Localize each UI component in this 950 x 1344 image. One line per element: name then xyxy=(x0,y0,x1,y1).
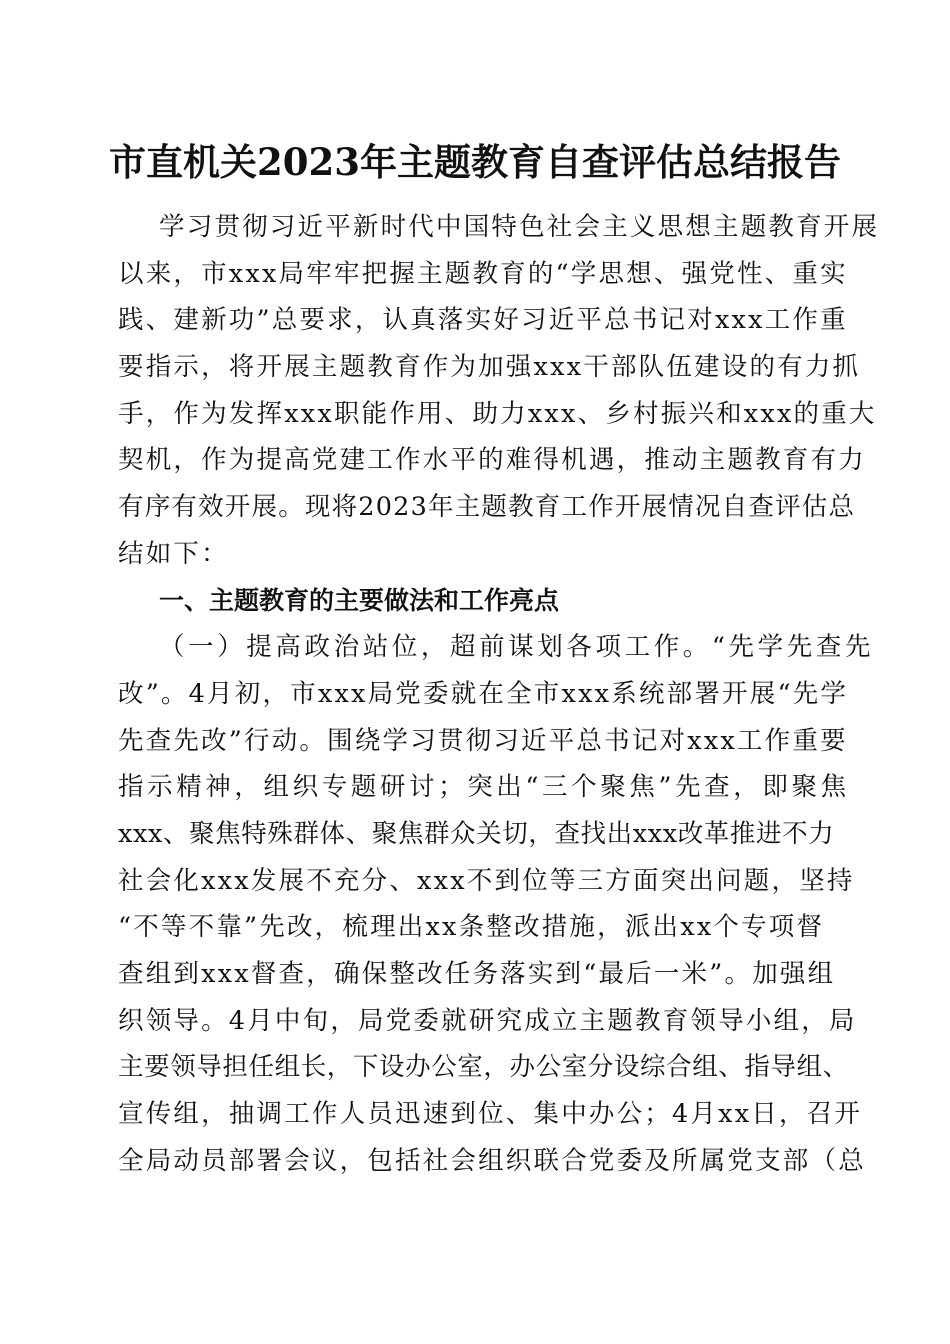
paragraph-line: 宣传组，抽调工作人员迅速到位、集中办公；4月xx日，召开 xyxy=(118,1099,863,1130)
paragraph-line: 结如下： xyxy=(118,538,229,569)
paragraph-line: 主要领导担任组长，下设办公室，办公室分设综合组、指导组、 xyxy=(118,1052,849,1083)
paragraph-line: xxx、聚焦特殊群体、聚焦群众关切，查找出xxx改革推进不力 xyxy=(118,818,835,849)
paragraph-line: 改”。4月初，市xxx局党委就在全市xxx系统部署开展“先学 xyxy=(118,678,849,709)
paragraph-line: 学习贯彻习近平新时代中国特色社会主义思想主题教育开展 xyxy=(159,212,880,242)
paragraph-line: 践、建新功”总要求，认真落实好习近平总书记对xxx工作重 xyxy=(118,305,848,336)
paragraph-line: 全局动员部署会议，包括社会组织联合党委及所属党支部（总 xyxy=(118,1145,866,1176)
section-heading: 一、主题教育的主要做法和工作亮点 xyxy=(159,585,560,615)
paragraph-line: 有序有效开展。现将2023年主题教育工作开展情况自查评估总 xyxy=(118,492,856,523)
paragraph-line: 指示精神，组织专题研讨；突出“三个聚焦”先查，即聚焦 xyxy=(118,772,850,803)
paragraph-line: 织领导。4月中旬，局党委就研究成立主题教育领导小组，局 xyxy=(118,1005,857,1036)
paragraph-line: 契机，作为提高党建工作水平的难得机遇，推动主题教育有力 xyxy=(118,445,866,476)
paragraph-line: 以来，市xxx局牢牢把握主题教育的“学思想、强党性、重实 xyxy=(118,258,848,289)
paragraph-line: （一）提高政治站位，超前谋划各项工作。“先学先查先 xyxy=(159,632,875,663)
paragraph-line: 要指示，将开展主题教育作为加强xxx干部队伍建设的有力抓 xyxy=(118,352,861,383)
paragraph-line: “不等不靠”先改，梳理出xx条整改措施，派出xx个专项督 xyxy=(118,912,825,943)
paragraph-line: 手，作为发挥xxx职能作用、助力xxx、乡村振兴和xxx的重大 xyxy=(118,398,877,429)
paragraph-line: 社会化xxx发展不充分、xxx不到位等三方面突出问题，坚持 xyxy=(118,865,855,896)
paragraph-line: 查组到xxx督查，确保整改任务落实到“最后一米”。加强组 xyxy=(118,959,836,989)
document-title: 市直机关2023年主题教育自查评估总结报告 xyxy=(109,140,841,184)
paragraph-line: 先查先改”行动。围绕学习贯彻习近平总书记对xxx工作重要 xyxy=(118,725,848,756)
document-body xyxy=(118,204,880,1184)
